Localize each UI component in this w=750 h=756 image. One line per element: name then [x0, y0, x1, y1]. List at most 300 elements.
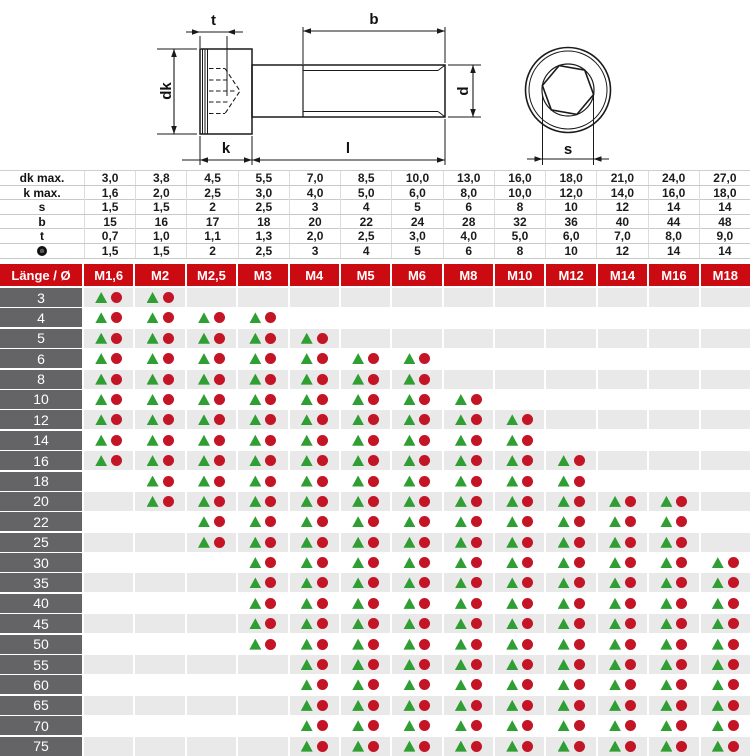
red-circle-icon	[522, 414, 533, 425]
green-triangle-icon	[403, 659, 415, 670]
matrix-cell-available	[290, 614, 339, 633]
spec-value: 24	[391, 215, 442, 229]
green-triangle-icon	[455, 516, 467, 527]
matrix-header-row	[0, 264, 750, 286]
red-circle-icon	[522, 639, 533, 650]
green-triangle-icon	[352, 639, 364, 650]
matrix-length-header: 40	[0, 594, 82, 613]
matrix-cell-empty	[187, 655, 236, 674]
red-circle-icon	[214, 374, 225, 385]
matrix-cell-available	[546, 533, 595, 552]
matrix-cell-available	[701, 716, 750, 735]
matrix-cell-available	[598, 716, 647, 735]
green-triangle-icon	[609, 679, 621, 690]
green-triangle-icon	[249, 455, 261, 466]
red-circle-icon	[728, 639, 739, 650]
green-triangle-icon	[301, 333, 313, 344]
matrix-cell-available	[701, 675, 750, 694]
matrix-cell-available	[598, 594, 647, 613]
spec-value: 27,0	[699, 171, 750, 185]
red-circle-icon	[419, 598, 430, 609]
spec-value: 6,0	[545, 229, 596, 243]
matrix-cell-empty	[238, 675, 287, 694]
matrix-cell-available	[290, 370, 339, 389]
matrix-cell-empty	[649, 390, 698, 409]
red-circle-icon	[317, 516, 328, 527]
red-circle-icon	[317, 435, 328, 446]
matrix-cell-empty	[649, 431, 698, 450]
red-circle-icon	[214, 333, 225, 344]
red-circle-icon	[368, 557, 379, 568]
matrix-cell-available	[290, 329, 339, 348]
red-circle-icon	[522, 476, 533, 487]
spec-value: 4,0	[289, 186, 340, 200]
red-circle-icon	[574, 700, 585, 711]
red-circle-icon	[419, 679, 430, 690]
green-triangle-icon	[506, 476, 518, 487]
matrix-cell-empty	[598, 370, 647, 389]
matrix-length-header: 18	[0, 472, 82, 491]
green-triangle-icon	[506, 679, 518, 690]
green-triangle-icon	[301, 394, 313, 405]
matrix-corner-header: Länge / Ø	[0, 264, 82, 286]
matrix-length-header: 10	[0, 390, 82, 409]
matrix-cell-available	[290, 492, 339, 511]
green-triangle-icon	[403, 720, 415, 731]
red-circle-icon	[265, 537, 276, 548]
spec-value: 18,0	[699, 186, 750, 200]
red-circle-icon	[163, 476, 174, 487]
red-circle-icon	[214, 516, 225, 527]
matrix-cell-available	[392, 472, 441, 491]
green-triangle-icon	[95, 435, 107, 446]
red-circle-icon	[471, 679, 482, 690]
red-circle-icon	[471, 557, 482, 568]
red-circle-icon	[625, 496, 636, 507]
matrix-cell-available	[187, 410, 236, 429]
matrix-cell-available	[290, 410, 339, 429]
matrix-cell-empty	[598, 329, 647, 348]
spec-row	[0, 215, 750, 230]
matrix-cell-empty	[238, 655, 287, 674]
red-circle-icon	[419, 496, 430, 507]
matrix-cell-empty	[546, 390, 595, 409]
matrix-cell-available	[444, 492, 493, 511]
green-triangle-icon	[95, 312, 107, 323]
matrix-cell-available	[546, 573, 595, 592]
red-circle-icon	[265, 598, 276, 609]
red-circle-icon	[317, 700, 328, 711]
red-circle-icon	[163, 414, 174, 425]
matrix-cell-empty	[649, 451, 698, 470]
matrix-cell-available	[392, 512, 441, 531]
red-circle-icon	[265, 353, 276, 364]
spec-value: 4	[340, 244, 391, 258]
green-triangle-icon	[352, 455, 364, 466]
red-circle-icon	[419, 435, 430, 446]
red-circle-icon	[522, 720, 533, 731]
red-circle-icon	[419, 455, 430, 466]
green-triangle-icon	[352, 618, 364, 629]
matrix-cell-empty	[341, 288, 390, 307]
green-triangle-icon	[558, 639, 570, 650]
green-triangle-icon	[403, 496, 415, 507]
spec-value: 48	[699, 215, 750, 229]
green-triangle-icon	[660, 679, 672, 690]
red-circle-icon	[676, 618, 687, 629]
spec-row-label: b	[38, 214, 46, 229]
red-circle-icon	[471, 577, 482, 588]
red-circle-icon	[265, 455, 276, 466]
matrix-cell-empty	[84, 553, 133, 572]
matrix-cell-empty	[444, 288, 493, 307]
matrix-cell-available	[546, 675, 595, 694]
matrix-cell-available	[701, 635, 750, 654]
red-circle-icon	[111, 394, 122, 405]
red-circle-icon	[368, 374, 379, 385]
red-circle-icon	[728, 598, 739, 609]
green-triangle-icon	[609, 618, 621, 629]
spec-value: 2,5	[238, 244, 289, 258]
spec-value: 13,0	[443, 171, 494, 185]
green-triangle-icon	[506, 537, 518, 548]
matrix-cell-available	[392, 451, 441, 470]
spec-value: 28	[443, 215, 494, 229]
matrix-cell-available	[84, 349, 133, 368]
green-triangle-icon	[249, 333, 261, 344]
matrix-cell-empty	[341, 308, 390, 327]
green-triangle-icon	[403, 435, 415, 446]
spec-value: 8	[494, 200, 545, 214]
matrix-cell-empty	[135, 716, 184, 735]
green-triangle-icon	[147, 292, 159, 303]
matrix-cell-available	[187, 451, 236, 470]
matrix-cell-available	[135, 349, 184, 368]
matrix-cell-available	[238, 553, 287, 572]
green-triangle-icon	[455, 598, 467, 609]
matrix-cell-available	[238, 533, 287, 552]
red-circle-icon	[163, 333, 174, 344]
matrix-cell-available	[649, 655, 698, 674]
matrix-length-header: 16	[0, 451, 82, 470]
green-triangle-icon	[712, 598, 724, 609]
green-triangle-icon	[249, 618, 261, 629]
red-circle-icon	[471, 537, 482, 548]
red-circle-icon	[368, 700, 379, 711]
red-circle-icon	[265, 374, 276, 385]
matrix-cell-available	[495, 675, 544, 694]
red-circle-icon	[676, 741, 687, 752]
matrix-cell-available	[495, 431, 544, 450]
matrix-cell-empty	[187, 594, 236, 613]
dim-label-dk: dk	[158, 82, 175, 100]
matrix-cell-empty	[238, 716, 287, 735]
green-triangle-icon	[558, 598, 570, 609]
red-circle-icon	[317, 455, 328, 466]
green-triangle-icon	[249, 394, 261, 405]
green-triangle-icon	[403, 700, 415, 711]
green-triangle-icon	[301, 496, 313, 507]
red-circle-icon	[676, 577, 687, 588]
matrix-cell-available	[546, 655, 595, 674]
green-triangle-icon	[198, 374, 210, 385]
red-circle-icon	[522, 659, 533, 670]
matrix-cell-empty	[84, 696, 133, 715]
matrix-cell-empty	[546, 370, 595, 389]
green-triangle-icon	[403, 394, 415, 405]
matrix-length-header: 8	[0, 370, 82, 389]
red-circle-icon	[522, 700, 533, 711]
matrix-cell-available	[341, 655, 390, 674]
red-circle-icon	[317, 496, 328, 507]
matrix-cell-available	[649, 492, 698, 511]
matrix-cell-available	[444, 390, 493, 409]
matrix-cell-empty	[444, 308, 493, 327]
green-triangle-icon	[352, 577, 364, 588]
green-triangle-icon	[249, 516, 261, 527]
green-triangle-icon	[301, 720, 313, 731]
matrix-cell-empty	[187, 614, 236, 633]
green-triangle-icon	[506, 414, 518, 425]
matrix-cell-empty	[649, 472, 698, 491]
matrix-cell-empty	[598, 349, 647, 368]
red-circle-icon	[368, 639, 379, 650]
matrix-cell-available	[290, 716, 339, 735]
spec-value: 15	[84, 215, 135, 229]
green-triangle-icon	[660, 720, 672, 731]
matrix-cell-available	[290, 512, 339, 531]
green-triangle-icon	[660, 659, 672, 670]
red-circle-icon	[419, 537, 430, 548]
matrix-cell-empty	[290, 308, 339, 327]
dim-label-b: b	[369, 11, 379, 28]
green-triangle-icon	[455, 741, 467, 752]
matrix-cell-empty	[187, 288, 236, 307]
matrix-cell-available	[341, 390, 390, 409]
green-triangle-icon	[198, 394, 210, 405]
matrix-cell-available	[290, 431, 339, 450]
matrix-cell-available	[392, 675, 441, 694]
green-triangle-icon	[352, 741, 364, 752]
matrix-cell-empty	[238, 737, 287, 756]
green-triangle-icon	[506, 516, 518, 527]
green-triangle-icon	[301, 618, 313, 629]
spec-value: 22	[340, 215, 391, 229]
matrix-length-header: 60	[0, 675, 82, 694]
matrix-cell-available	[187, 431, 236, 450]
matrix-cell-available	[187, 492, 236, 511]
matrix-cell-empty	[546, 288, 595, 307]
matrix-cell-available	[701, 655, 750, 674]
red-circle-icon	[111, 374, 122, 385]
matrix-cell-available	[649, 675, 698, 694]
spec-value: 2,0	[289, 229, 340, 243]
green-triangle-icon	[712, 679, 724, 690]
red-circle-icon	[471, 435, 482, 446]
spec-value: 4	[340, 200, 391, 214]
green-triangle-icon	[95, 353, 107, 364]
matrix-cell-available	[701, 573, 750, 592]
red-circle-icon	[625, 516, 636, 527]
spec-value: 3,8	[135, 171, 186, 185]
matrix-cell-available	[546, 492, 595, 511]
green-triangle-icon	[558, 720, 570, 731]
dim-label-t: t	[211, 12, 216, 29]
green-triangle-icon	[301, 659, 313, 670]
red-circle-icon	[214, 476, 225, 487]
red-circle-icon	[676, 496, 687, 507]
matrix-cell-empty	[187, 573, 236, 592]
green-triangle-icon	[712, 700, 724, 711]
matrix-cell-available	[649, 716, 698, 735]
red-circle-icon	[471, 496, 482, 507]
matrix-cell-available	[546, 512, 595, 531]
spec-value: 8,5	[340, 171, 391, 185]
green-triangle-icon	[609, 577, 621, 588]
dim-label-s: s	[563, 141, 573, 158]
matrix-cell-empty	[135, 594, 184, 613]
red-circle-icon	[728, 618, 739, 629]
red-circle-icon	[111, 353, 122, 364]
spec-value: 5	[391, 200, 442, 214]
green-triangle-icon	[455, 394, 467, 405]
screw-side-and-end-view	[0, 0, 750, 168]
matrix-cell-empty	[392, 308, 441, 327]
green-triangle-icon	[455, 414, 467, 425]
green-triangle-icon	[198, 353, 210, 364]
spec-value: 2,5	[186, 186, 237, 200]
red-circle-icon	[574, 455, 585, 466]
green-triangle-icon	[558, 741, 570, 752]
green-triangle-icon	[352, 679, 364, 690]
matrix-cell-empty	[701, 431, 750, 450]
red-circle-icon	[522, 455, 533, 466]
red-circle-icon	[471, 394, 482, 405]
matrix-length-header: 45	[0, 614, 82, 633]
matrix-cell-available	[444, 594, 493, 613]
green-triangle-icon	[301, 557, 313, 568]
matrix-cell-available	[290, 655, 339, 674]
red-circle-icon	[574, 639, 585, 650]
green-triangle-icon	[198, 414, 210, 425]
matrix-cell-available	[135, 390, 184, 409]
green-triangle-icon	[558, 659, 570, 670]
green-triangle-icon	[558, 618, 570, 629]
matrix-cell-available	[341, 737, 390, 756]
green-triangle-icon	[352, 496, 364, 507]
matrix-cell-empty	[84, 655, 133, 674]
red-circle-icon	[214, 435, 225, 446]
red-circle-icon	[317, 394, 328, 405]
red-circle-icon	[111, 455, 122, 466]
red-circle-icon	[265, 639, 276, 650]
red-circle-icon	[471, 741, 482, 752]
red-circle-icon	[111, 292, 122, 303]
matrix-cell-available	[392, 635, 441, 654]
spec-value: 14,0	[596, 186, 647, 200]
matrix-cell-empty	[135, 614, 184, 633]
matrix-cell-empty	[495, 349, 544, 368]
green-triangle-icon	[660, 639, 672, 650]
matrix-cell-available	[290, 390, 339, 409]
matrix-cell-available	[290, 451, 339, 470]
green-triangle-icon	[455, 577, 467, 588]
matrix-cell-available	[341, 533, 390, 552]
matrix-cell-available	[341, 472, 390, 491]
red-circle-icon	[419, 414, 430, 425]
green-triangle-icon	[198, 312, 210, 323]
matrix-cell-available	[238, 512, 287, 531]
spec-value: 10	[545, 244, 596, 258]
matrix-cell-available	[341, 512, 390, 531]
green-triangle-icon	[147, 374, 159, 385]
matrix-cell-empty	[546, 329, 595, 348]
dim-label-d: d	[455, 86, 472, 96]
matrix-cell-empty	[187, 675, 236, 694]
matrix-cell-available	[546, 594, 595, 613]
spec-value: 18,0	[545, 171, 596, 185]
green-triangle-icon	[198, 476, 210, 487]
green-triangle-icon	[249, 598, 261, 609]
spec-row-label: s	[38, 200, 46, 215]
matrix-cell-available	[546, 614, 595, 633]
red-circle-icon	[419, 639, 430, 650]
spec-value: 36	[545, 215, 596, 229]
red-circle-icon	[265, 557, 276, 568]
matrix-column-header: M8	[444, 264, 493, 286]
green-triangle-icon	[147, 333, 159, 344]
green-triangle-icon	[198, 455, 210, 466]
matrix-length-header: 50	[0, 635, 82, 654]
green-triangle-icon	[147, 455, 159, 466]
matrix-cell-available	[187, 329, 236, 348]
green-triangle-icon	[352, 720, 364, 731]
matrix-cell-empty	[649, 308, 698, 327]
green-triangle-icon	[660, 618, 672, 629]
red-circle-icon	[214, 455, 225, 466]
availability-matrix	[0, 264, 750, 756]
green-triangle-icon	[403, 639, 415, 650]
spec-value: 2,5	[340, 229, 391, 243]
green-triangle-icon	[609, 659, 621, 670]
red-circle-icon	[265, 496, 276, 507]
screw-shaft	[252, 65, 445, 117]
matrix-cell-available	[135, 329, 184, 348]
matrix-cell-available	[444, 655, 493, 674]
green-triangle-icon	[712, 577, 724, 588]
red-circle-icon	[676, 679, 687, 690]
matrix-cell-available	[495, 594, 544, 613]
spec-value: 10	[545, 200, 596, 214]
matrix-cell-empty	[546, 431, 595, 450]
matrix-cell-available	[187, 512, 236, 531]
matrix-cell-available	[392, 410, 441, 429]
matrix-cell-available	[598, 533, 647, 552]
green-triangle-icon	[506, 700, 518, 711]
red-circle-icon	[419, 476, 430, 487]
matrix-length-header: 4	[0, 308, 82, 327]
spec-value: 14	[699, 244, 750, 258]
red-circle-icon	[574, 598, 585, 609]
matrix-length-header: 30	[0, 553, 82, 572]
spec-value: 21,0	[596, 171, 647, 185]
green-triangle-icon	[558, 700, 570, 711]
green-triangle-icon	[301, 598, 313, 609]
matrix-cell-available	[84, 329, 133, 348]
matrix-cell-available	[444, 635, 493, 654]
matrix-cell-empty	[84, 533, 133, 552]
matrix-cell-empty	[84, 635, 133, 654]
